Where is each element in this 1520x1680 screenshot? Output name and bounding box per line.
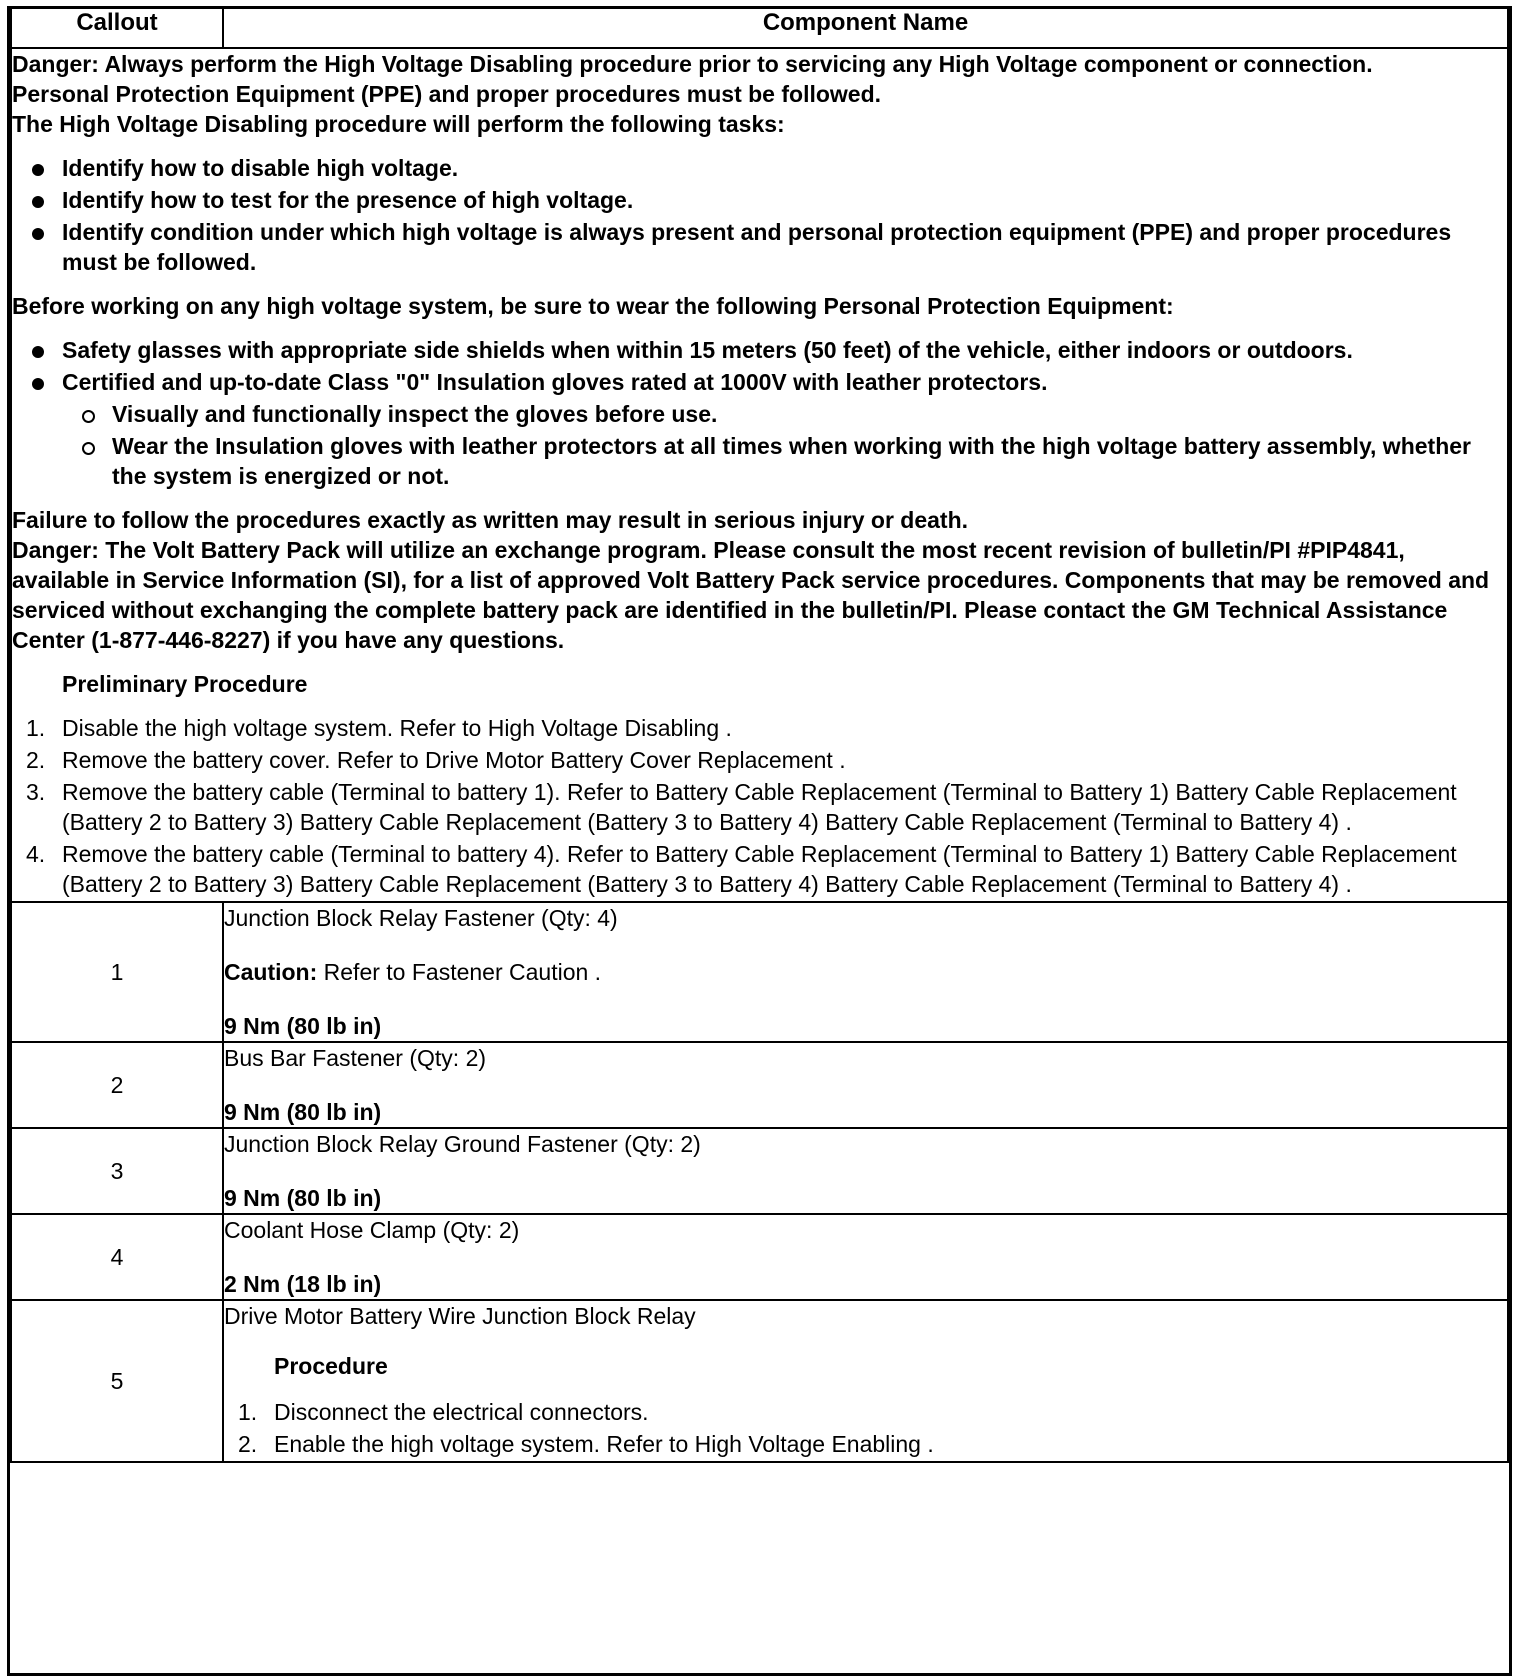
component-name: Bus Bar Fastener (Qty: 2) (224, 1045, 487, 1071)
ppe-intro: Before working on any high voltage system, be sure to wear the following Personal Protection Equipment: (12, 293, 1174, 319)
procedure-step (12, 713, 1507, 743)
header-component-name: Component Name (223, 8, 1508, 49)
ppe-item (12, 367, 1507, 491)
ppe-item (12, 335, 1507, 365)
table-row (11, 1300, 1508, 1462)
component-cell (223, 1214, 1508, 1300)
ppe-list (12, 335, 1507, 491)
callout-number: 2 (11, 1042, 223, 1128)
ppe-sub-item: Visually and functionally inspect the gloves before use. (62, 399, 1507, 429)
task-item: Identify how to test for the presence of high voltage. (12, 185, 1507, 215)
step-text: Remove the battery cover. Refer to Drive Motor Battery Cover Replacement . (62, 747, 846, 773)
table-row (11, 1214, 1508, 1300)
preliminary-steps (12, 713, 1507, 899)
caution-text: Refer to Fastener Caution . (317, 959, 602, 985)
component-name: Coolant Hose Clamp (Qty: 2) (224, 1217, 520, 1243)
component-cell (223, 1042, 1508, 1128)
step-text: Disable the high voltage system. Refer to High Voltage Disabling . (62, 715, 732, 741)
table-row (11, 1128, 1508, 1214)
step-number: 3. (26, 779, 46, 805)
component-table-sheet (7, 6, 1512, 1676)
failure-warning: Failure to follow the procedures exactly as written may result in serious injury or death. (12, 507, 969, 533)
torque-spec: 9 Nm (80 lb in) (224, 1185, 382, 1211)
ppe-sub-list (62, 399, 1507, 491)
callout-number: 3 (11, 1128, 223, 1214)
step-text: Enable the high voltage system. Refer to High Voltage Enabling . (274, 1431, 934, 1457)
procedure-steps (224, 1397, 1507, 1459)
component-table (10, 6, 1509, 1463)
step-text: Disconnect the electrical connectors. (274, 1399, 649, 1425)
step-number: 1. (238, 1399, 258, 1425)
callout-number: 1 (11, 902, 223, 1042)
component-cell (223, 1128, 1508, 1214)
table-row (11, 1042, 1508, 1128)
callout-number: 5 (11, 1300, 223, 1462)
task-item: Identify condition under which high voltage is always present and personal protection equipment (PPE) and proper procedures must be followed. (12, 217, 1507, 277)
step-number: 1. (26, 715, 46, 741)
task-item: Identify how to disable high voltage. (12, 153, 1507, 183)
procedure-step (12, 745, 1507, 775)
ppe-item-text: Certified and up-to-date Class "0" Insulation gloves rated at 1000V with leather protectors. (62, 369, 1048, 395)
caution-label: Caution: (224, 959, 318, 985)
procedure-step (12, 777, 1507, 837)
procedure-step (224, 1397, 1507, 1427)
danger-warning-line3: The High Voltage Disabling procedure will perform the following tasks: (12, 111, 785, 137)
ppe-item-text: Safety glasses with appropriate side shields when within 15 meters (50 feet) of the vehicle, either indoors or outdoors. (62, 337, 1353, 363)
header-callout: Callout (11, 8, 223, 49)
component-cell (223, 1300, 1508, 1462)
danger-exchange-warning: Danger: The Volt Battery Pack will utilize an exchange program. Please consult the most recent revision of bulletin/PI #PIP4841, available in Service Information (SI), for a list of approved Volt Battery Pack service procedures. Components that may be removed and serviced without exchanging the complete battery pack are identified in the bulletin/PI. Please contact the GM Technical Assistance Center (1-877-446-8227) if you have any questions. (12, 537, 1490, 653)
torque-spec: 2 Nm (18 lb in) (224, 1271, 382, 1297)
intro-row (11, 48, 1508, 902)
procedure-title: Procedure (274, 1353, 388, 1379)
step-text: Remove the battery cable (Terminal to battery 4). Refer to Battery Cable Replacement (Terminal to Battery 1) Battery Cable Replacement (Battery 2 to Battery 3) Battery Cable Replacement (Battery 3 to Battery 4) Battery Cable Replacement (Terminal to Battery 4) . (62, 841, 1457, 897)
caution-note (224, 957, 1507, 987)
component-name: Drive Motor Battery Wire Junction Block Relay (224, 1303, 696, 1329)
task-list (12, 153, 1507, 277)
danger-warning-line1: Danger: Always perform the High Voltage Disabling procedure prior to servicing any High Voltage component or connection. (12, 51, 1373, 77)
component-cell (223, 902, 1508, 1042)
procedure-step (224, 1429, 1507, 1459)
torque-spec: 9 Nm (80 lb in) (224, 1099, 382, 1125)
step-text: Remove the battery cable (Terminal to battery 1). Refer to Battery Cable Replacement (Terminal to Battery 1) Battery Cable Replacement (Battery 2 to Battery 3) Battery Cable Replacement (Battery 3 to Battery 4) Battery Cable Replacement (Terminal to Battery 4) . (62, 779, 1457, 835)
table-row (11, 902, 1508, 1042)
intro-cell (11, 48, 1508, 902)
step-number: 2. (26, 747, 46, 773)
component-name: Junction Block Relay Fastener (Qty: 4) (224, 905, 618, 931)
table-header-row (11, 8, 1508, 49)
procedure-step (12, 839, 1507, 899)
component-name: Junction Block Relay Ground Fastener (Qty: 2) (224, 1131, 701, 1157)
callout-number: 4 (11, 1214, 223, 1300)
step-number: 4. (26, 841, 46, 867)
danger-warning-line2: Personal Protection Equipment (PPE) and proper procedures must be followed. (12, 81, 882, 107)
preliminary-procedure-title: Preliminary Procedure (62, 671, 308, 697)
torque-spec: 9 Nm (80 lb in) (224, 1013, 382, 1039)
ppe-sub-item: Wear the Insulation gloves with leather protectors at all times when working with the high voltage battery assembly, whether the system is energized or not. (62, 431, 1507, 491)
step-number: 2. (238, 1431, 258, 1457)
